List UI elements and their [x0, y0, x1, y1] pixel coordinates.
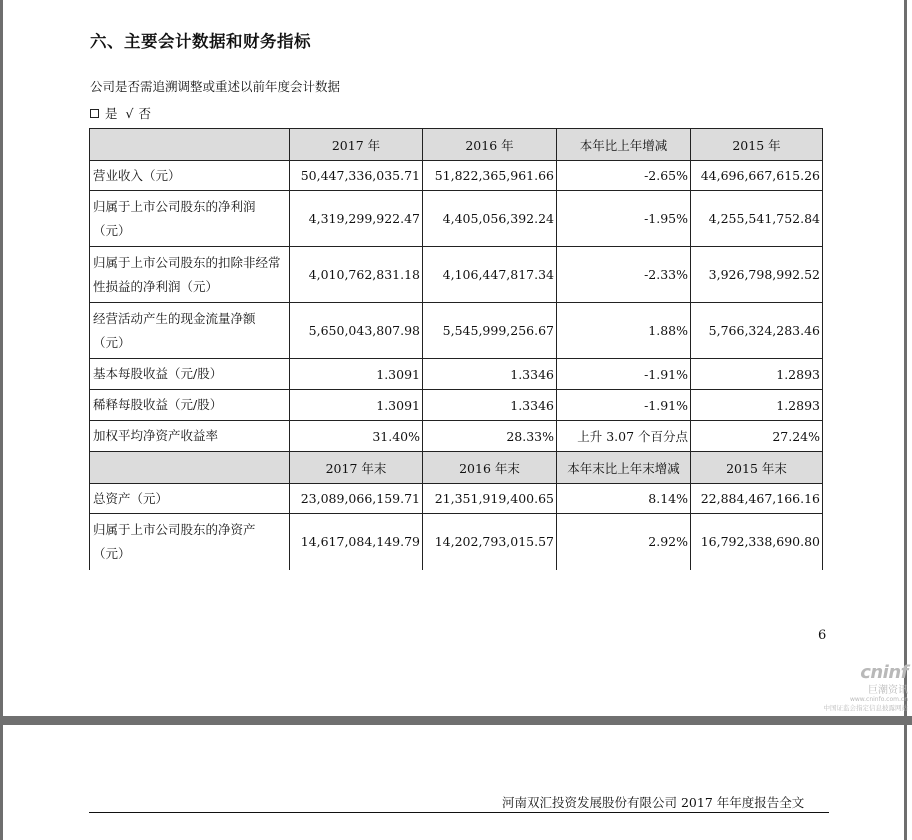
- page-gap: [0, 716, 912, 725]
- option-no: 否: [138, 106, 151, 121]
- restatement-options: [90, 104, 151, 122]
- row-label: 归属于上市公司股东的净利润（元）: [90, 191, 290, 247]
- header-cell: 2015 年末: [691, 452, 823, 484]
- watermark-name: 巨潮资讯: [868, 685, 908, 696]
- value-cell: 1.2893: [691, 390, 823, 421]
- value-cell: 2.92%: [557, 514, 691, 570]
- value-cell: 3,926,798,992.52: [691, 247, 823, 303]
- section-title: 六、主要会计数据和财务指标: [90, 32, 311, 51]
- value-cell: 16,792,338,690.80: [691, 514, 823, 570]
- table-header-row: [90, 129, 823, 161]
- table-row: [90, 390, 823, 421]
- table-row: [90, 359, 823, 390]
- value-cell: 4,010,762,831.18: [290, 247, 423, 303]
- row-label: 总资产（元）: [90, 484, 290, 514]
- financial-data-table: [89, 128, 823, 570]
- row-label: 基本每股收益（元/股）: [90, 359, 290, 390]
- value-cell: -2.65%: [557, 161, 691, 191]
- report-footer: 河南双汇投资发展股份有限公司 2017 年年度报告全文: [502, 795, 805, 810]
- table-row: [90, 191, 823, 247]
- next-page: [0, 725, 907, 840]
- option-yes: 是: [105, 106, 118, 121]
- restatement-question: 公司是否需追溯调整或重述以前年度会计数据: [90, 79, 341, 94]
- value-cell: 50,447,336,035.71: [290, 161, 423, 191]
- value-cell: 4,106,447,817.34: [423, 247, 557, 303]
- value-cell: 31.40%: [290, 421, 423, 452]
- value-cell: -1.91%: [557, 390, 691, 421]
- value-cell: 4,255,541,752.84: [691, 191, 823, 247]
- value-cell: 14,202,793,015.57: [423, 514, 557, 570]
- table-row: [90, 514, 823, 570]
- row-label: 归属于上市公司股东的净资产（元）: [90, 514, 290, 570]
- value-cell: -1.95%: [557, 191, 691, 247]
- value-cell: 4,405,056,392.24: [423, 191, 557, 247]
- watermark-tagline: 中国证监会指定信息披露网站: [823, 704, 908, 712]
- header-cell: 本年比上年增减: [557, 129, 691, 161]
- header-cell: 2015 年: [691, 129, 823, 161]
- table-row: [90, 247, 823, 303]
- value-cell: 8.14%: [557, 484, 691, 514]
- header-cell: 2017 年末: [290, 452, 423, 484]
- value-cell: 1.3091: [290, 390, 423, 421]
- value-cell: 1.3091: [290, 359, 423, 390]
- row-label: 归属于上市公司股东的扣除非经常性损益的净利润（元）: [90, 247, 290, 303]
- value-cell: -1.91%: [557, 359, 691, 390]
- value-cell: 21,351,919,400.65: [423, 484, 557, 514]
- header-cell: 2016 年: [423, 129, 557, 161]
- value-cell: 5,650,043,807.98: [290, 303, 423, 359]
- value-cell: 上升 3.07 个百分点: [557, 421, 691, 452]
- value-cell: 5,545,999,256.67: [423, 303, 557, 359]
- value-cell: 23,089,066,159.71: [290, 484, 423, 514]
- row-label: 营业收入（元）: [90, 161, 290, 191]
- header-cell: [90, 452, 290, 484]
- value-cell: 14,617,084,149.79: [290, 514, 423, 570]
- value-cell: 5,766,324,283.46: [691, 303, 823, 359]
- table-header-row: [90, 452, 823, 484]
- header-cell: 2016 年末: [423, 452, 557, 484]
- table-row: [90, 484, 823, 514]
- header-cell: [90, 129, 290, 161]
- table-row: [90, 421, 823, 452]
- value-cell: 1.2893: [691, 359, 823, 390]
- row-label: 稀释每股收益（元/股）: [90, 390, 290, 421]
- row-label: 加权平均净资产收益率: [90, 421, 290, 452]
- value-cell: 27.24%: [691, 421, 823, 452]
- value-cell: 22,884,467,166.16: [691, 484, 823, 514]
- header-cell: 本年末比上年末增减: [557, 452, 691, 484]
- checkmark-icon: √: [125, 106, 134, 121]
- value-cell: 4,319,299,922.47: [290, 191, 423, 247]
- header-cell: 2017 年: [290, 129, 423, 161]
- value-cell: 1.3346: [423, 390, 557, 421]
- value-cell: -2.33%: [557, 247, 691, 303]
- table-row: [90, 303, 823, 359]
- value-cell: 1.3346: [423, 359, 557, 390]
- value-cell: 1.88%: [557, 303, 691, 359]
- row-label: 经营活动产生的现金流量净额（元）: [90, 303, 290, 359]
- page-number: 6: [818, 628, 827, 643]
- cninfo-watermark: [808, 662, 908, 712]
- footer-divider: [89, 812, 829, 813]
- watermark-url: www.cninfo.com.cn: [849, 696, 908, 703]
- value-cell: 28.33%: [423, 421, 557, 452]
- table-row: [90, 161, 823, 191]
- cninfo-logo: cninf: [860, 662, 908, 683]
- checkbox-icon: [90, 109, 99, 118]
- value-cell: 51,822,365,961.66: [423, 161, 557, 191]
- value-cell: 44,696,667,615.26: [691, 161, 823, 191]
